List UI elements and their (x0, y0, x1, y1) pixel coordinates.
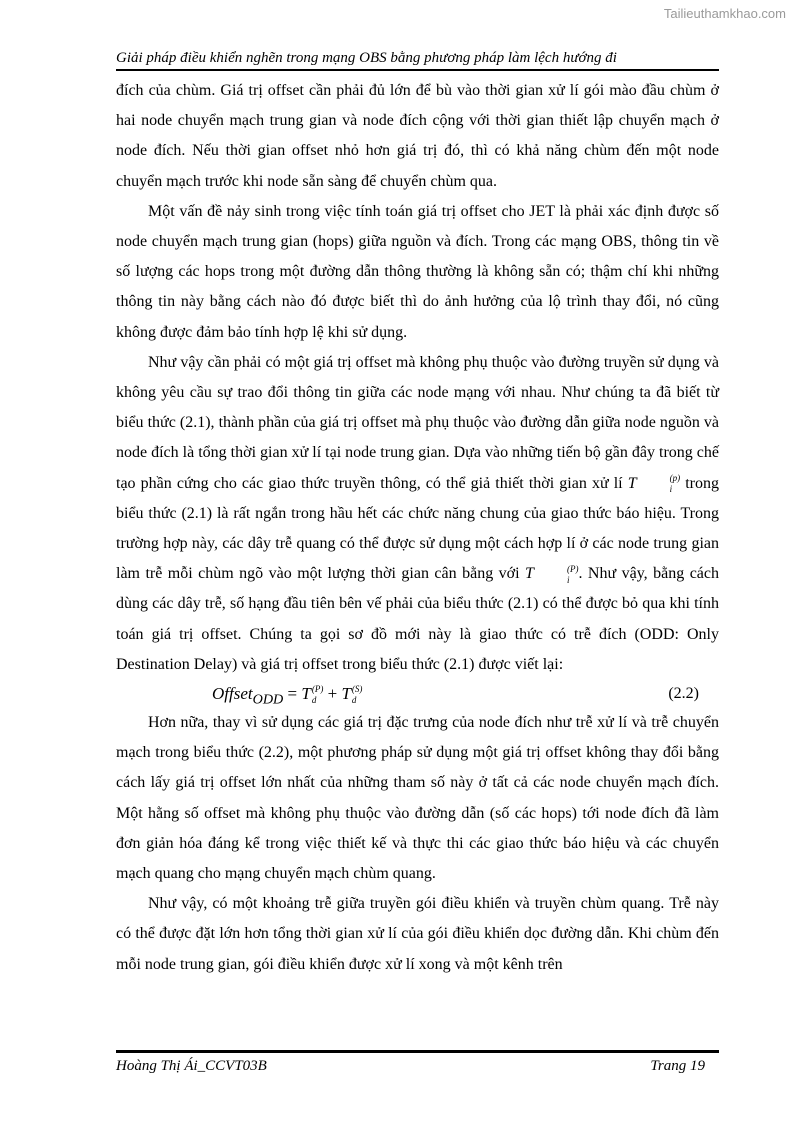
paragraph-3-part-b: trong biểu thức (2.1) là rất ngắn trong hầu hết các chức năng chung của giao thức báo hiệu. Trong trường hợp này, các dây trễ quang có thể được sử dụng một cách hợp lí ở các node trung gian làm trễ mỗi chùm ngõ vào một lượng thời gian cân bằng với (116, 474, 720, 583)
paragraph-5: Như vậy, có một khoảng trễ giữa truyền gói điều khiển và truyền chùm quang. Trễ này có thể được đặt lớn hơn tổng thời gian xử lí của gói điều khiển dọc đường dẫn. Khi chùm đến mỗi node trung gian, gói điều khiển được xử lí xong và một kênh trên (116, 895, 719, 973)
equation-expression: Offset$_{ODD}$ = T (P) d + T (S) d (212, 684, 363, 708)
header-divider (116, 69, 719, 71)
document-body (116, 76, 719, 980)
paragraph-1: đích của chùm. Giá trị offset cần phải đủ lớn để bù vào thời gian xử lí gói mào đầu chùm ở hai node chuyển mạch trung gian và node đích cộng với thời gian thiết lập chuyển mạch ở node đích. Nếu thời gian offset nhỏ hơn giá trị đó, thì có khả năng chùm đến một node chuyển mạch trước khi node sẵn sàng để chuyển chùm qua. (116, 82, 719, 190)
page-header-title: Giải pháp điều khiển nghẽn trong mạng OBS bằng phương pháp làm lệch hướng đi (116, 50, 617, 66)
paragraph-3-part-a: Như vậy cần phải có một giá trị offset mà không phụ thuộc vào đường truyền sử dụng và không yêu cầu sự trao đổi thông tin giữa các node mạng với nhau. Như chúng ta đã biết từ biểu thức (2.1), thành phần của giá trị offset mà phụ thuộc vào đường dẫn giữa node nguồn và node đích là tổng thời gian xử lí tại node trung gian. Dựa vào những tiến bộ gần đây trong chế tạo phần cứng cho các giao thức truyền thông, có thể giả thiết thời gian xử lí (116, 353, 719, 492)
equation-2-2 (116, 680, 719, 708)
paragraph-3 (116, 348, 719, 680)
footer-author: Hoàng Thị Ái_CCVT03B (116, 1058, 267, 1074)
paragraph-2: Một vấn đề nảy sinh trong việc tính toán giá trị offset cho JET là phải xác định được số node chuyển mạch trung gian (hops) giữa nguồn và đích. Trong các mạng OBS, thông tin về số lượng các hops trong một đường dẫn thông thường là không sẵn có; thậm chí khi những thông tin này bằng cách nào đó được biết thì do ảnh hưởng của lộ trình thay đổi, nó cũng không được đảm bảo tính hợp lệ khi sử dụng. (116, 202, 719, 341)
paragraph-4: Hơn nữa, thay vì sử dụng các giá trị đặc trưng của node đích như trễ xử lí và trễ chuyển mạch trong biểu thức (2.2), một phương pháp sử dụng một giá trị offset không thay đổi bằng cách lấy giá trị offset lớn nhất của những tham số này ở tất cả các node chuyển mạch đích. Một hằng số offset mà không phụ thuộc vào đường dẫn (số các hops) tới node đích đã làm đơn giản hóa đáng kể trong việc thiết kế và thực thi các giao thức báo hiệu và các chuyển mạch quang cho mạng chuyển mạch chùm quang. (116, 714, 719, 883)
watermark-text: Tailieuthamkhao.com (663, 6, 786, 21)
footer-page-number: Trang 19 (650, 1058, 705, 1074)
footer-divider (116, 1050, 719, 1053)
paragraph-3-part-c: . Như vậy, bằng cách dùng các dây trễ, số hạng đầu tiên bên vế phải của biểu thức (2.1) có thể được bỏ qua khi tính toán giá trị offset. Chúng ta gọi sơ đồ mới này là giao thức có trễ đích (ODD: Only Destination Delay) và giá trị offset trong biểu thức (2.1) được viết lại: (116, 565, 720, 673)
inline-math-ti-P: T (P) i (525, 563, 579, 585)
equation-number: (2.2) (668, 685, 699, 703)
inline-math-ti-p: T (p) i (627, 472, 681, 494)
